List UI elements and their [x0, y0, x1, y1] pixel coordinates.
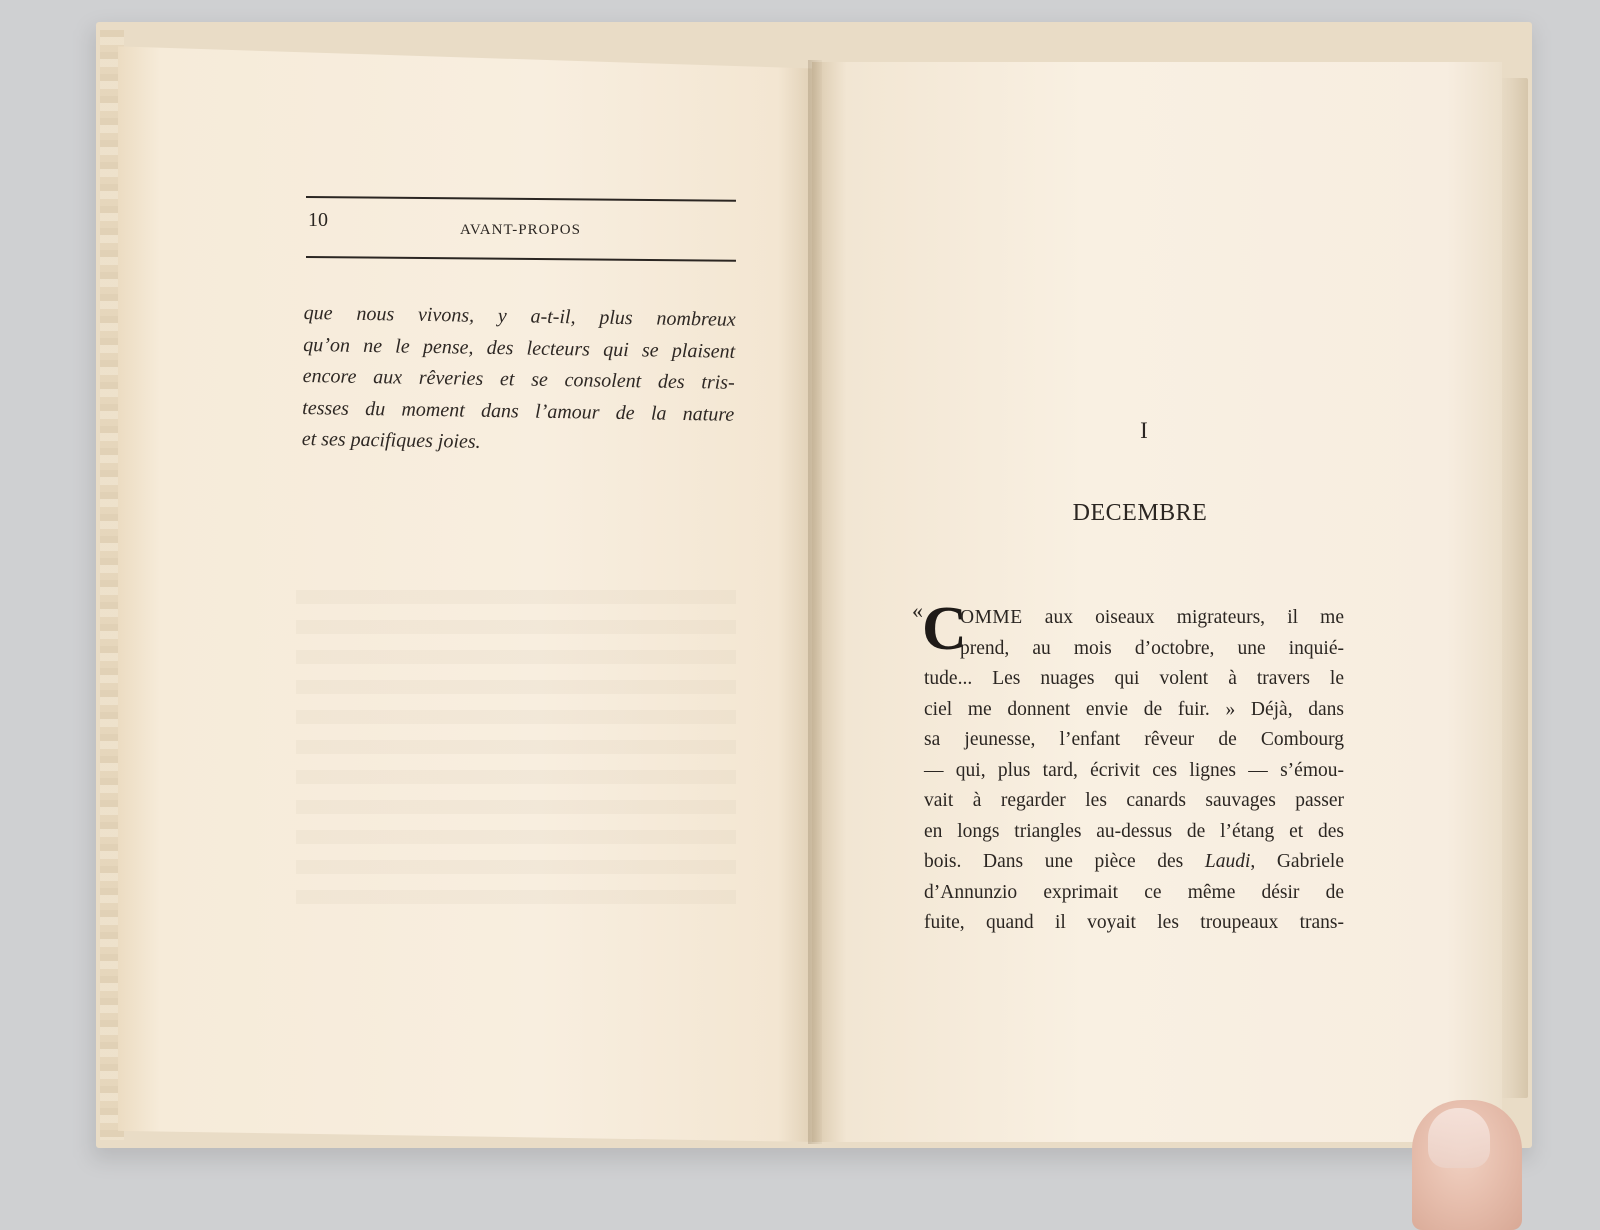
text-line: fuite, quand il voyait les troupeaux trans-	[924, 912, 1344, 933]
opening-quote-mark: «	[912, 598, 923, 623]
text-line: tesses du moment dans l’amour de la nature	[302, 396, 735, 426]
text-line: que nous vivons, y a-t-il, plus nombreux	[303, 301, 736, 331]
text-fragment: , Gabriele	[1250, 851, 1344, 872]
text-fragment: aux oiseaux migrateurs, il me	[1022, 607, 1344, 628]
text-line: ciel me donnent envie de fuir. » Déjà, dans	[924, 698, 1344, 720]
text-line: sa jeunesse, l’enfant rêveur de Combourg	[924, 729, 1344, 750]
first-word-smallcaps: OMME	[960, 607, 1023, 628]
left-page	[118, 24, 820, 1142]
book-gutter	[808, 60, 822, 1144]
text-line: prend, au mois d’octobre, une inquié-	[960, 637, 1344, 659]
text-line: — qui, plus tard, écrivit ces lignes — s’émou-	[924, 759, 1344, 781]
chapter-number: I	[1140, 418, 1148, 443]
text-line	[924, 847, 1344, 878]
drop-cap: C	[922, 595, 967, 663]
text-line: encore aux rêveries et se consolent des tris-	[302, 364, 735, 394]
text-line: en longs triangles au-dessus de l’étang et des	[924, 820, 1344, 842]
italic-title-laudi: Laudi	[1204, 851, 1251, 872]
text-fragment: bois. Dans une pièce des	[924, 851, 1205, 872]
text-line: qu’on ne le pense, des lecteurs qui se plaisent	[303, 333, 736, 363]
chapter-body-text	[924, 603, 1344, 939]
show-through-text	[296, 590, 736, 920]
chapter-title: DECEMBRE	[1072, 500, 1208, 526]
left-page-text	[302, 298, 736, 462]
text-line	[924, 603, 1344, 634]
running-head: AVANT-PROPOS	[460, 222, 581, 238]
text-line: d’Annunzio exprimait ce même désir de	[924, 881, 1344, 903]
page-number: 10	[308, 209, 328, 231]
text-line: et ses pacifiques joies.	[301, 427, 481, 453]
text-line: vait à regarder les canards sauvages passer	[924, 790, 1344, 811]
text-line: tude... Les nuages qui volent à travers le	[924, 668, 1344, 689]
thumbnail-nail	[1428, 1108, 1490, 1168]
